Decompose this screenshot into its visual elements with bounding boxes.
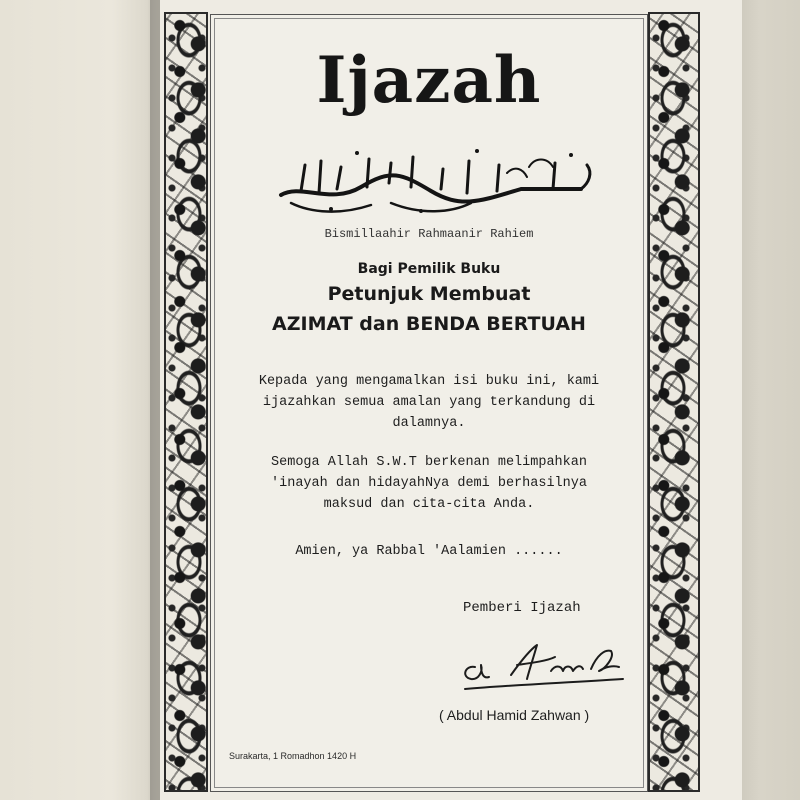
place-and-date: Surakarta, 1 Romadhon 1420 H	[229, 751, 357, 761]
body-paragraph-2: Semoga Allah S.W.T berkenan melimpahkan 'inayah dan hidayahNya demi berhasilnya maksud dan cita-cita Anda.	[271, 455, 587, 512]
certificate-panel	[210, 14, 648, 792]
body-paragraph-1: Kepada yang mengamalkan isi buku ini, kami ijazahkan semua amalan yang terkandung di dalamnya.	[258, 374, 600, 431]
closing-prayer: Amien, ya Rabbal 'Aalamien ......	[295, 544, 563, 559]
left-floral-border	[166, 14, 206, 790]
bismillah-transliteration: Bismillaahir Rahmaanir Rahiem	[324, 227, 534, 241]
arabic-calligraphy-bismillah	[271, 143, 601, 223]
book-title-line-2: AZIMAT dan BENDA BERTUAH	[272, 313, 586, 335]
page-edge	[742, 0, 800, 800]
book-title-line-1: Petunjuk Membuat	[327, 283, 531, 305]
certificate-title: Ijazah	[316, 43, 542, 118]
handwritten-signature	[451, 635, 631, 695]
grantor-label: Pemberi Ijazah	[463, 600, 581, 616]
left-facing-page	[0, 0, 160, 800]
grantor-name: ( Abdul Hamid Zahwan )	[439, 707, 590, 723]
owner-line: Bagi Pemilik Buku	[357, 261, 501, 277]
right-floral-border	[650, 14, 698, 790]
